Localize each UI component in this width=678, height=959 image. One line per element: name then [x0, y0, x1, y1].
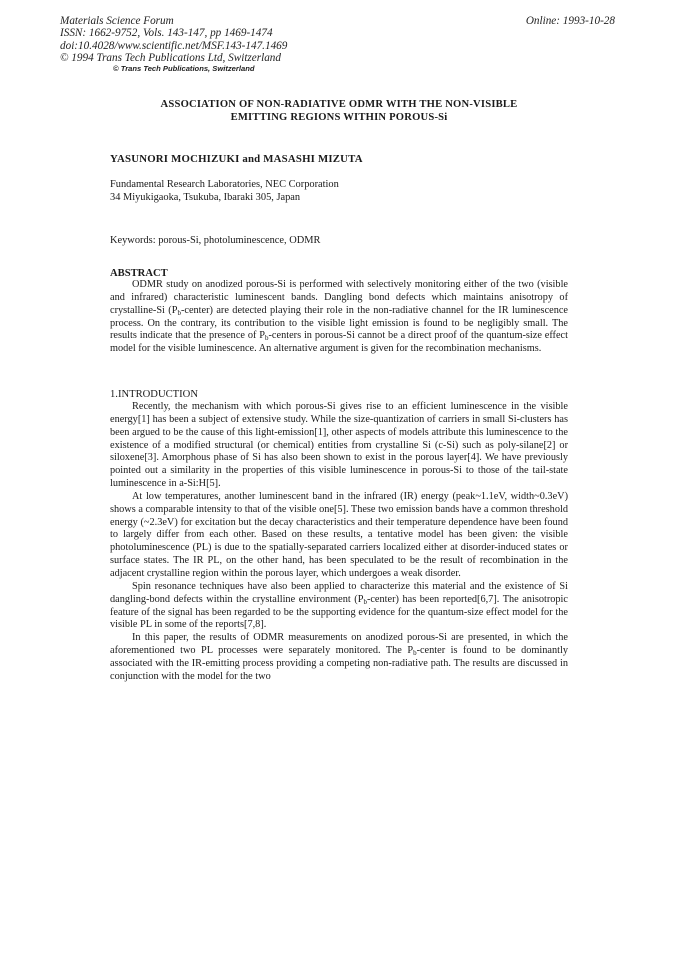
publication-info [60, 15, 287, 65]
intro-paragraph-2: At low temperatures, another luminescent band in the infrared (IR) energy (peak~1.1eV, width~0.3eV) shows a comparable intensity to that of the visible one[5]. These two emission bands have a common threshold energy (~2.3eV) for excitation but the decay characteristics and their temperature dependence have been found to largely differ from each other. Based on these results, a tentative model has been given: the visible photoluminescence (PL) is due to the spatially-separated carriers localized either at disorder-induced states or surface states. The IR PL, on the other hand, has been speculated to be the result of recombination in the adjacent crystalline region within the porous layer, which undergoes a weak disorder. [110, 490, 568, 579]
intro-paragraph-4: In this paper, the results of ODMR measurements on anodized porous-Si are presented, in which the aforementioned two PL processes were separately monitored. The $P_b$-center is found to be dominantly associated with the IR-emitting process providing a competing non-radiative path. The results are discussed in conjunction with the model for the two [110, 632, 568, 682]
journal-name: Materials Science Forum [60, 15, 174, 27]
online-date: Online: 1993-10-28 [525, 15, 615, 27]
introduction-body [110, 401, 568, 684]
publisher-copyright: © Trans Tech Publications, Switzerland [113, 64, 255, 73]
introduction-heading: 1.INTRODUCTION [110, 389, 198, 400]
abstract-heading: ABSTRACT [110, 268, 168, 279]
doi-line: doi:10.4028/www.scientific.net/MSF.143-147.1469 [60, 39, 288, 52]
intro-paragraph-1: Recently, the mechanism with which porous-Si gives rise to an efficient luminescence in the visible energy[1] has been a subject of extensive study. While the size-quantization of carriers in small Si-clusters has been argued to be the cause of this light-emission[1], other aspects of models attribute this luminescence to the existence of a modified structural (or chemical) entities from crystalline Si (c-Si) such as poly-silane[2] or siloxene[3]. Amorphous phase of Si has also been shown to exist in the porous layer[4]. We have previously pointed out a similarity in the properties of this visible luminescence in porous-Si to those of the tail-state luminescence in a-Si:H[5]. [110, 401, 568, 490]
copyright-line: © 1994 Trans Tech Publications Ltd, Switzerland [60, 52, 281, 65]
affiliation-line-1: Fundamental Research Laboratories, NEC Corporation [110, 179, 339, 190]
keywords: Keywords: porous-Si, photoluminescence, ODMR [110, 235, 321, 246]
title-line-2: EMITTING REGIONS WITHIN POROUS-Si [230, 112, 448, 123]
title-line-1: ASSOCIATION OF NON-RADIATIVE ODMR WITH THE NON-VISIBLE [160, 99, 518, 110]
affiliation-line-2: 34 Miyukigaoka, Tsukuba, Ibaraki 305, Japan [110, 192, 301, 204]
authors: YASUNORI MOCHIZUKI and MASASHI MIZUTA [110, 153, 363, 165]
issn-line: ISSN: 1662-9752, Vols. 143-147, pp 1469-1474 [60, 27, 273, 40]
intro-paragraph-3: Spin resonance techniques have also been applied to characterize this material and the existence of Si dangling-bond defects within the crystalline environment $(P_b-center)$ has been reported[6,7]. The anisotropic feature of the signal has been regarded to be the supporting evidence for the quantum-size effect model for the visible PL in some of the reports[7,8]. [110, 580, 568, 631]
affiliation [110, 178, 339, 205]
abstract-paragraph: ODMR study on anodized porous-Si is performed with selectively monitoring either of the two (visible and infrared) characteristic luminescent bands. Dangling bond defects which maintains anisotropy of crystalline-Si $(P_b-center)$ are detected playing their role in the non-radiative channel for the IR luminescence process. On the contrary, its contribution to the visible light emission is found to be negligibly small. The results indicate that the presence of $P_b$-centers in porous-Si cannot be a direct proof of the quantum-size effect model for the visible luminescence. An alternative argument is given for the recombination mechanisms. [110, 279, 568, 355]
paper-title [110, 98, 568, 124]
abstract-body [110, 279, 568, 356]
